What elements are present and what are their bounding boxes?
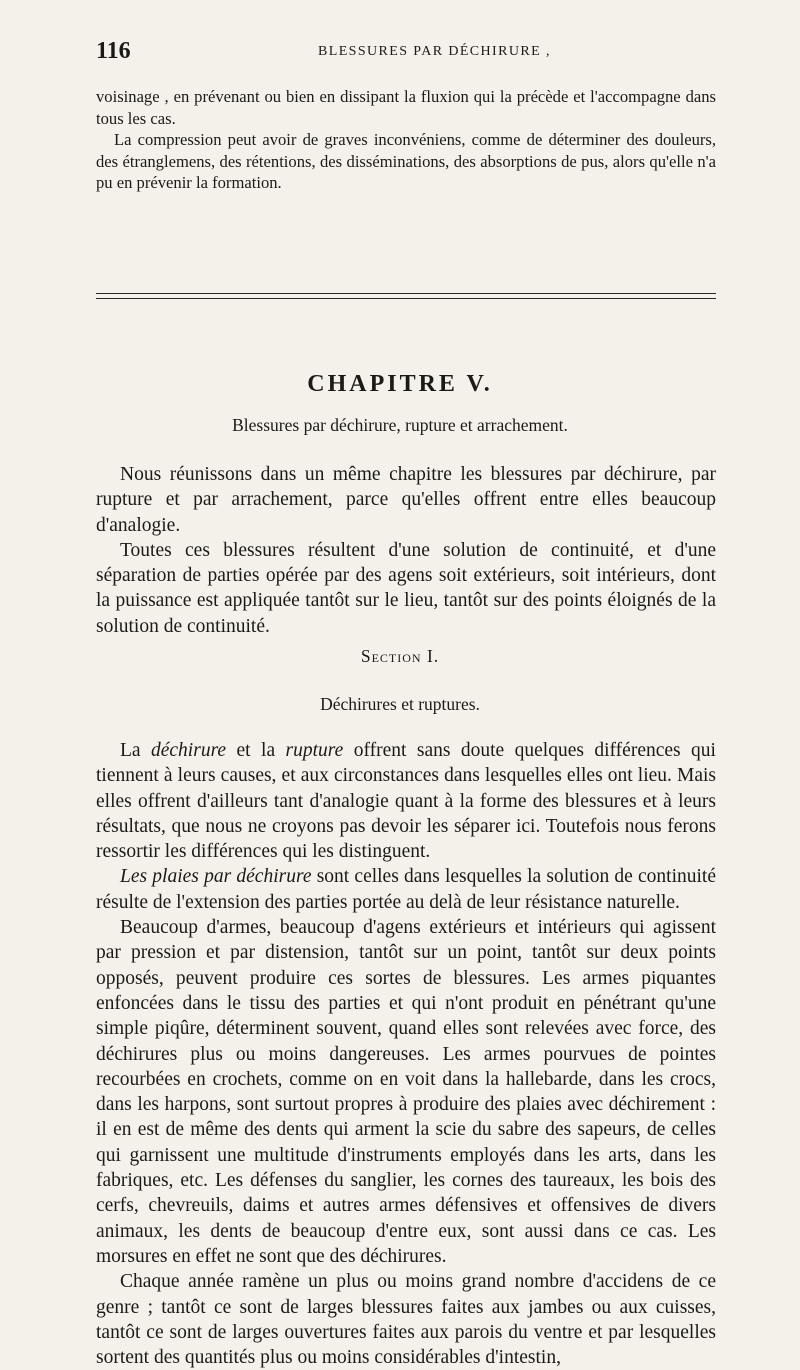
text-run: et la — [226, 740, 286, 761]
term-dechirure: déchirure — [151, 740, 227, 761]
running-head — [96, 38, 704, 68]
top-paragraph-1: voisinage , en prévenant ou bien en dissipant la fluxion qui la précède et l'accompagne dans tous les cas. — [96, 87, 716, 128]
chapter-paragraph-1: Nous réunissons dans un même chapitre les blessures par déchirure, par rupture et par arrachement, parce qu'elles offrent entre elles beaucoup d'analogie. — [96, 464, 716, 536]
section-body — [96, 738, 716, 1370]
chapter-subtitle: Blessures par déchirure, rupture et arrachement. — [232, 415, 568, 435]
chapter-body — [96, 462, 716, 639]
text-run: La — [120, 740, 151, 761]
divider-rule-top — [96, 293, 716, 294]
section-paragraph-2 — [96, 864, 716, 915]
page-number: 116 — [96, 38, 131, 64]
top-paragraph-2: La compression peut avoir de graves inconvéniens, comme de déterminer des douleurs, des étranglemens, des rétentions, des disséminations, des absorptions de pus, alors qu'elle n'a pu en prévenir la formation. — [96, 130, 716, 192]
section-paragraph-4: Chaque année ramène un plus ou moins grand nombre d'accidens de ce genre ; tantôt ce sont de larges blessures faites aux jambes ou aux cuisses, tantôt ce sont de larges ouvertures faites aux parois du ventre et par lesquelles sortent des quantités plus ou moins considérables d'intestin, — [96, 1271, 716, 1369]
text-run: sont celles dans lesquelles la solution de continuité résulte de l'extension des parties portée au delà de leur résistance naturelle. — [96, 866, 717, 913]
running-title: BLESSURES PAR DÉCHIRURE , — [318, 44, 551, 59]
top-text — [96, 86, 716, 194]
section-title: Section I. — [360, 646, 440, 666]
chapter-paragraph-2: Toutes ces blessures résultent d'une solution de continuité, et d'une séparation de parties opérée par des agens soit extérieurs, soit intérieurs, dont la puissance est appliquée tantôt sur le lieu, tantôt sur des points éloignés de la solution de continuité. — [96, 539, 716, 637]
chapter-title: CHAPITRE V. — [307, 371, 493, 397]
section-paragraph-1 — [96, 738, 716, 864]
term-rupture: rupture — [285, 740, 344, 761]
text-run: offrent sans doute quelques différences qui tiennent à leurs causes, et aux circonstances dans lesquelles elles ont lieu. Mais elles offrent d'ailleurs tant d'analogie quant à la forme des blessures et à leurs résultats, que nous ne croyons pas devoir les séparer ici. Toutefois nous ferons ressortir les différences qui les distinguent. — [96, 740, 716, 863]
section-subtitle: Déchirures et ruptures. — [320, 694, 480, 714]
divider-rule-bottom — [96, 298, 716, 299]
section-paragraph-3: Beaucoup d'armes, beaucoup d'agens extérieurs et intérieurs qui agissent par pression et par distension, tantôt sur un point, tantôt sur deux points opposés, peuvent produire ces sortes de blessures. Les armes piquantes enfoncées dans le tissu des parties et qui n'ont produit en pénétrant qu'une simple piqûre, déterminent souvent, quand elles sont relevées avec force, des déchirures plus ou moins dangereuses. Les armes pourvues de pointes recourbées en crochets, comme on en voit dans la hallebarde, dans les crocs, dans les harpons, sont surtout propres à produire des plaies avec déchirement : il en est de même des dents qui arment la scie du sabre des sapeurs, de celles qui garnissent une multitude d'instruments employés dans les arts, dans les fabriques, etc. Les défenses du sanglier, les cornes des taureaux, les bois des cerfs, chevreuils, daims et autres armes défensives et offensives de divers animaux, les dents de beaucoup d'entre eux, sont aussi dans ce cas. Les morsures en effet ne sont que des déchirures. — [96, 917, 716, 1267]
term-plaies-par-dechirure: Les plaies par déchirure — [120, 866, 312, 888]
